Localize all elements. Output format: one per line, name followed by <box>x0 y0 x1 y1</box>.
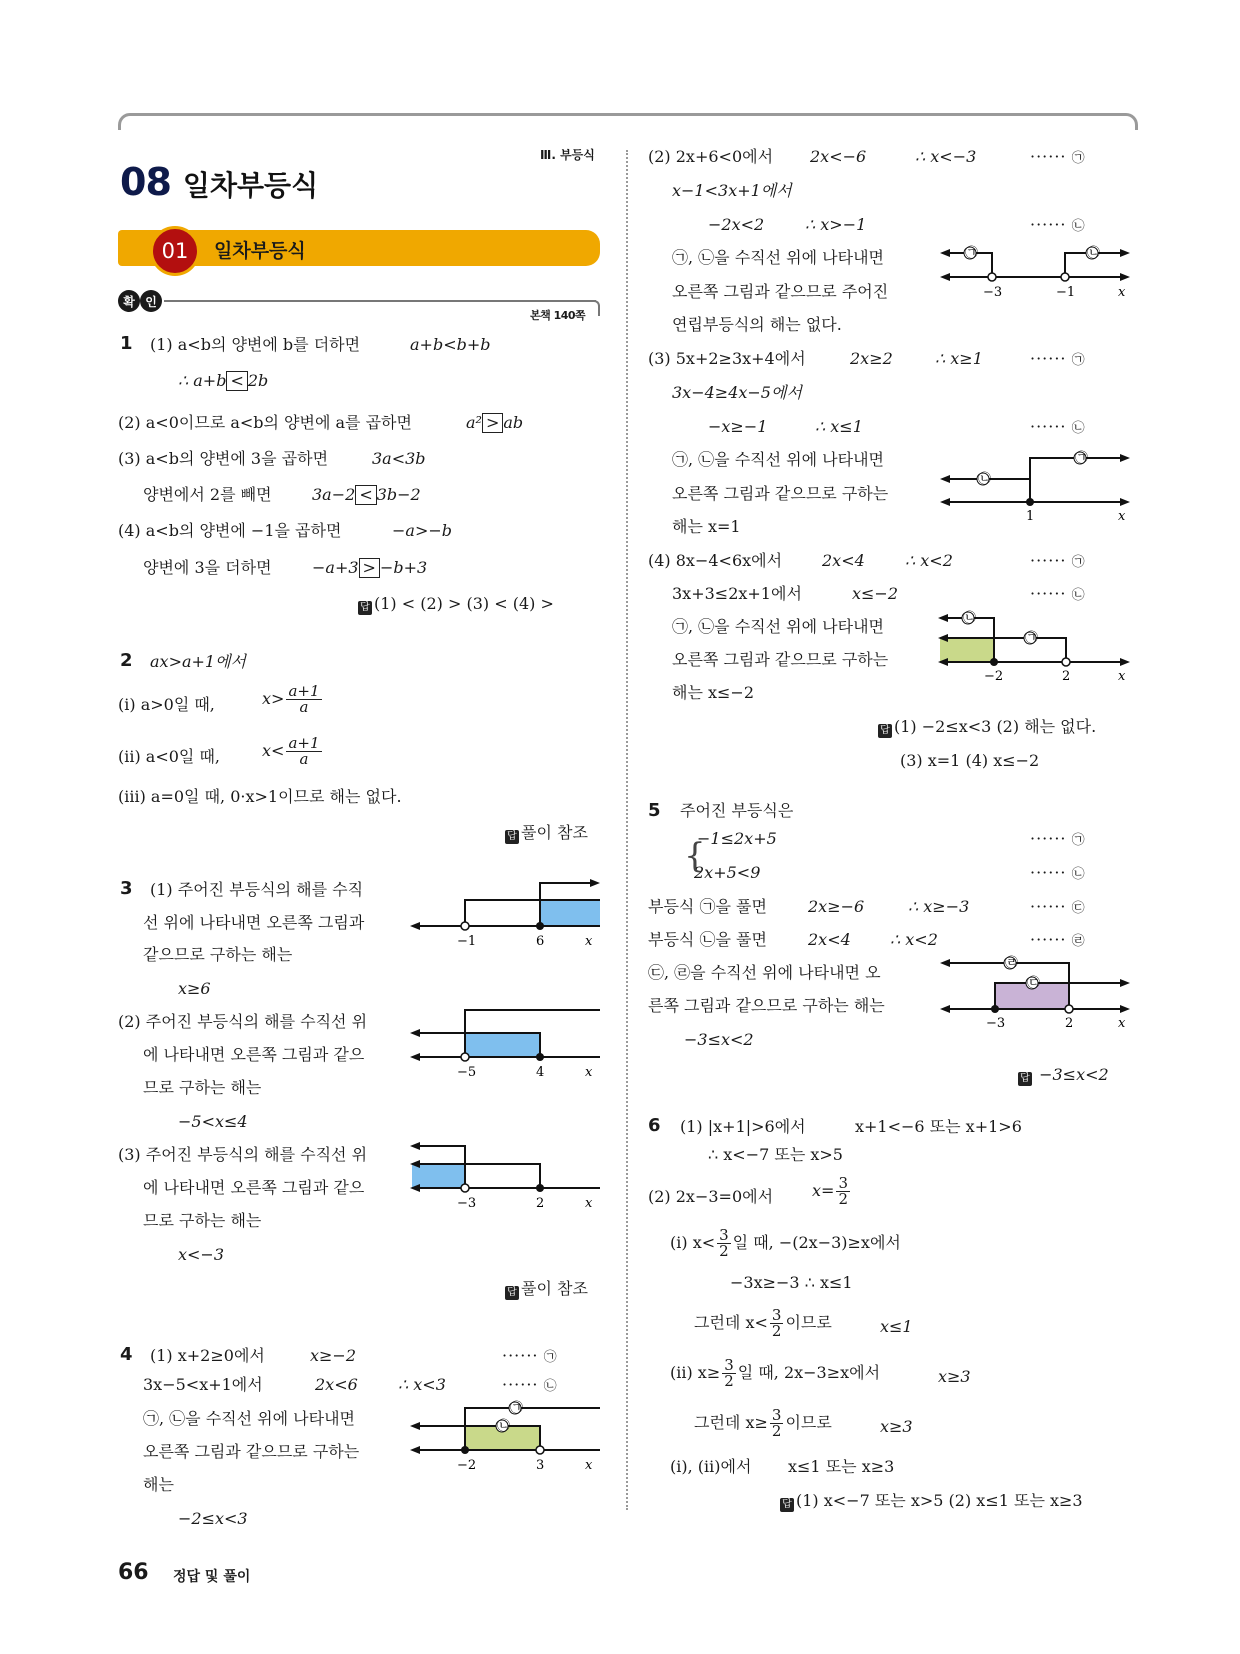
q4-4-line-1-result: ∴ x<2 <box>905 551 953 570</box>
q4-2-line-1-result: ∴ x<−3 <box>915 147 977 166</box>
confirm-header <box>118 290 600 314</box>
answer-icon: 답 <box>780 1498 794 1512</box>
q3-p3-l1: (3) 주어진 부등식의 해를 수직선 위 <box>118 1145 368 1164</box>
q6-case-2: (ⅱ) x≥ $\frac{3}{2}$ 일 때, 2x−3≥x에서 <box>670 1356 881 1390</box>
q6-case-1-line-3: 그런데 x< $\frac{3}{2}$ 이므로 <box>694 1306 832 1340</box>
number-line-q4-1 <box>410 1400 600 1472</box>
q6-case-2-result: x≥3 <box>938 1367 971 1386</box>
q4-4-marker-1: ······ ㉠ <box>1030 551 1085 570</box>
confirm-badge-1: 확 <box>118 290 140 312</box>
q4-4-text-1: ㉠, ㉡을 수직선 위에 나타내면 <box>672 617 884 636</box>
svg-text:−5: −5 <box>457 1065 477 1080</box>
q3-p3-result: x<−3 <box>178 1245 225 1264</box>
q3-p2-l1: (2) 주어진 부등식의 해를 수직선 위 <box>118 1012 368 1031</box>
q4-3-text-1: ㉠, ㉡을 수직선 위에 나타내면 <box>672 450 884 469</box>
q6-line-1-result: x+1<−6 또는 x+1>6 <box>855 1117 1022 1136</box>
q1-line-1: (1) a<b의 양변에 b를 더하면 <box>150 335 361 354</box>
book-page-reference: 본책 140쪽 <box>530 309 586 322</box>
q5-line-3-math: 2x≥−6 <box>808 897 865 916</box>
svg-text:3: 3 <box>536 1458 545 1473</box>
svg-text:x: x <box>1118 509 1126 524</box>
question-number: 5 <box>648 800 661 821</box>
q1-line-5-math: 3a−2 < 3b−2 <box>312 485 421 504</box>
q6-conclusion-result: x≤1 또는 x≥3 <box>788 1457 895 1476</box>
q4-2-text-2: 오른쪽 그림과 같으므로 주어진 <box>672 282 889 301</box>
q4-1-text-1: ㉠, ㉡을 수직선 위에 나타내면 <box>143 1409 355 1428</box>
svg-text:㉢: ㉢ <box>1027 976 1041 991</box>
svg-text:−2: −2 <box>457 1458 477 1473</box>
svg-text:㉠: ㉠ <box>1075 451 1089 466</box>
number-line-q4-2 <box>940 245 1130 305</box>
q6-line-2: ∴ x<−7 또는 x>5 <box>708 1145 843 1164</box>
q4-2-text-1: ㉠, ㉡을 수직선 위에 나타내면 <box>672 248 884 267</box>
q3-p1-l1: (1) 주어진 부등식의 해를 수직 <box>150 880 364 899</box>
answer-icon: 답 <box>505 830 519 844</box>
q4-1-line-1-math: x≥−2 <box>310 1346 357 1365</box>
q5-marker-1: ······ ㉠ <box>1030 829 1085 848</box>
svg-text:x: x <box>1118 1016 1126 1031</box>
q5-text-2: 른쪽 그림과 같으므로 구하는 해는 <box>648 996 885 1015</box>
svg-text:2: 2 <box>1062 669 1071 684</box>
q6-line-3-math: x= $\frac{3}{2}$ <box>812 1174 848 1208</box>
q2-case-1-math: x> $\frac{a+1}{a}$ <box>262 682 320 716</box>
answer-icon: 답 <box>878 724 892 738</box>
q4-2-line-3-math: −2x<2 <box>708 215 765 234</box>
q4-4-marker-2: ······ ㉡ <box>1030 584 1085 603</box>
number-line-q3-2 <box>410 1005 600 1080</box>
q5-system-2: 2x+5<9 <box>694 863 761 882</box>
q4-3-line-1-result: ∴ x≥1 <box>935 349 983 368</box>
svg-text:−3: −3 <box>986 1016 1006 1031</box>
q1-line-2: ∴ a+b < 2b <box>178 371 269 390</box>
q4-answer-2: (3) x=1 (4) x≤−2 <box>900 751 1040 770</box>
answer-icon: 답 <box>505 1286 519 1300</box>
q4-1-line-2: 3x−5<x+1에서 <box>143 1375 263 1394</box>
q4-1-line-2-result: ∴ x<3 <box>398 1375 446 1394</box>
q4-4-line-1: (4) 8x−4<6x에서 <box>648 551 783 570</box>
q4-3-line-1: (3) 5x+2≥3x+4에서 <box>648 349 806 368</box>
q3-p3-l2: 에 나타내면 오른쪽 그림과 같으 <box>143 1178 365 1197</box>
svg-text:x: x <box>1118 285 1126 300</box>
chapter-number: 08 <box>120 160 171 204</box>
q5-marker-4: ······ ㉣ <box>1030 930 1085 949</box>
svg-text:㉣: ㉣ <box>1005 956 1019 971</box>
q5-text-1: ㉢, ㉣을 수직선 위에 나타내면 오 <box>648 963 881 982</box>
section-title: 일차부등식 <box>214 240 306 262</box>
q2-case-3: (ⅲ) a=0일 때, 0·x>1이므로 해는 없다. <box>118 787 402 806</box>
q3-p1-result: x≥6 <box>178 979 211 998</box>
page-number: 66 <box>118 1560 149 1585</box>
q1-line-3-math: a² > ab <box>466 413 524 432</box>
svg-text:−2: −2 <box>984 669 1004 684</box>
svg-text:1: 1 <box>1026 509 1035 524</box>
q5-line-4-result: ∴ x<2 <box>890 930 938 949</box>
q3-p1-l3: 같으므로 구하는 해는 <box>143 945 293 964</box>
svg-text:2: 2 <box>1065 1016 1074 1031</box>
brace: { <box>684 836 706 876</box>
answer-box: > <box>359 558 380 578</box>
q4-3-text-2: 오른쪽 그림과 같으므로 구하는 <box>672 484 889 503</box>
q1-line-4: (3) a<b의 양변에 3을 곱하면 <box>118 449 329 468</box>
q4-2-marker-2: ······ ㉡ <box>1030 215 1085 234</box>
q4-answer-1: 답 (1) −2≤x<3 (2) 해는 없다. <box>878 716 1096 738</box>
q5-marker-2: ······ ㉡ <box>1030 863 1085 882</box>
svg-text:㉠: ㉠ <box>965 246 979 261</box>
q3-answer: 답 풀이 참조 <box>505 1278 588 1300</box>
q4-4-line-2: 3x+3≤2x+1에서 <box>672 584 802 603</box>
q6-case-1: (ⅰ) x< $\frac{3}{2}$ 일 때, −(2x−3)≥x에서 <box>670 1226 901 1260</box>
divider-corner <box>592 300 600 316</box>
q5-system-1: −1≤2x+5 <box>697 829 777 848</box>
q4-2-text-3: 연립부등식의 해는 없다. <box>672 315 842 334</box>
q4-1-line-2-math: 2x<6 <box>315 1375 358 1394</box>
svg-text:x: x <box>585 1458 593 1473</box>
q6-answer: 답 (1) x<−7 또는 x>5 (2) x≤1 또는 x≥3 <box>780 1490 1083 1512</box>
q6-case-1-line-2: −3x≥−3 ∴ x≤1 <box>730 1273 853 1292</box>
answer-box: < <box>226 371 247 391</box>
q3-p2-l2: 에 나타내면 오른쪽 그림과 같으 <box>143 1045 365 1064</box>
chapter-title <box>120 160 318 204</box>
q2-case-1: (ⅰ) a>0일 때, <box>118 695 215 714</box>
q6-case-2-line-3: 그런데 x≥ $\frac{3}{2}$ 이므로 <box>694 1406 832 1440</box>
q1-line-6: (4) a<b의 양변에 −1을 곱하면 <box>118 521 342 540</box>
q4-1-line-1: (1) x+2≥0에서 <box>150 1346 265 1365</box>
page-frame <box>118 113 1138 130</box>
q6-line-1: (1) |x+1|>6에서 <box>680 1117 806 1136</box>
svg-text:−1: −1 <box>1056 285 1076 300</box>
q1-line-5: 양변에서 2를 빼면 <box>143 485 272 504</box>
q4-4-text-2: 오른쪽 그림과 같으므로 구하는 <box>672 650 889 669</box>
q4-3-line-1-math: 2x≥2 <box>850 349 893 368</box>
divider <box>164 300 596 302</box>
svg-text:㉡: ㉡ <box>963 611 977 626</box>
number-line-q3-1 <box>410 870 600 949</box>
q6-line-3: (2) 2x−3=0에서 <box>648 1187 774 1206</box>
q3-p2-result: −5<x≤4 <box>178 1112 248 1131</box>
q4-3-line-3-math: −x≥−1 <box>708 417 768 436</box>
q1-line-7: 양변에 3을 더하면 <box>143 558 272 577</box>
q4-3-marker-2: ······ ㉡ <box>1030 417 1085 436</box>
q4-1-text-3: 해는 <box>143 1475 174 1494</box>
part-reference: Ⅲ. 부등식 <box>540 148 595 162</box>
q4-4-line-2-math: x≤−2 <box>852 584 899 603</box>
q6-case-1-result: x≤1 <box>880 1317 913 1336</box>
q5-line-4: 부등식 ㉡을 풀면 <box>648 930 767 949</box>
q4-1-result: −2≤x<3 <box>178 1509 248 1528</box>
q3-p2-l3: 므로 구하는 해는 <box>143 1078 262 1097</box>
question-number: 6 <box>648 1115 661 1136</box>
q1-line-4-math: 3a<3b <box>372 449 426 468</box>
svg-text:x: x <box>1118 669 1126 684</box>
svg-text:−3: −3 <box>457 1196 477 1211</box>
svg-text:㉠: ㉠ <box>510 1401 524 1416</box>
answer-icon: 답 <box>1018 1072 1032 1086</box>
q1-line-3: (2) a<0이므로 a<b의 양변에 a를 곱하면 <box>118 413 412 432</box>
answer-box: > <box>482 413 503 433</box>
q5-answer: 답 −3≤x<2 <box>1018 1064 1109 1086</box>
svg-text:㉡: ㉡ <box>1087 246 1101 261</box>
q1-answer: 답 (1) < (2) > (3) < (4) > <box>358 593 554 615</box>
q4-4-text-3: 해는 x≤−2 <box>672 683 755 702</box>
q5-line-3-result: ∴ x≥−3 <box>908 897 970 916</box>
svg-text:㉡: ㉡ <box>497 1419 511 1434</box>
q2-case-2: (ⅱ) a<0일 때, <box>118 747 221 766</box>
q4-1-text-2: 오른쪽 그림과 같으므로 구하는 <box>143 1442 360 1461</box>
q4-2-marker-1: ······ ㉠ <box>1030 147 1085 166</box>
number-line-q4-3 <box>940 450 1130 524</box>
q5-marker-3: ······ ㉢ <box>1030 897 1085 916</box>
q1-line-1-math: a+b<b+b <box>410 335 491 354</box>
q4-1-marker-2: ······ ㉡ <box>502 1375 557 1394</box>
column-divider <box>626 150 628 1510</box>
chapter-name: 일차부등식 <box>182 169 319 202</box>
q4-3-line-3-result: ∴ x≤1 <box>815 417 863 436</box>
question-number: 3 <box>120 878 133 899</box>
answer-box: < <box>355 485 376 505</box>
svg-text:6: 6 <box>536 934 545 949</box>
q2-intro: ax>a+1에서 <box>150 652 247 671</box>
q2-case-2-math: x< $\frac{a+1}{a}$ <box>262 734 320 768</box>
number-line-q5 <box>940 955 1130 1031</box>
q4-3-marker-1: ······ ㉠ <box>1030 349 1085 368</box>
svg-text:x: x <box>585 934 593 949</box>
q4-3-line-2: 3x−4≥4x−5에서 <box>672 383 802 402</box>
q4-2-line-1: (2) 2x+6<0에서 <box>648 147 774 166</box>
q1-line-7-math: −a+3 > −b+3 <box>312 558 428 577</box>
q4-3-text-3: 해는 x=1 <box>672 517 741 536</box>
q4-2-line-3-result: ∴ x>−1 <box>805 215 867 234</box>
q4-1-marker-1: ······ ㉠ <box>502 1346 557 1365</box>
question-number: 2 <box>120 650 133 671</box>
q5-intro: 주어진 부등식은 <box>680 801 794 820</box>
q3-p3-l3: 므로 구하는 해는 <box>143 1211 262 1230</box>
q4-4-line-1-math: 2x<4 <box>822 551 865 570</box>
svg-text:2: 2 <box>536 1196 545 1211</box>
q3-p1-l2: 선 위에 나타내면 오른쪽 그림과 <box>143 913 365 932</box>
question-number: 4 <box>120 1344 133 1365</box>
q1-line-6-math: −a>−b <box>392 521 452 540</box>
answer-icon: 답 <box>358 601 372 615</box>
question-number: 1 <box>120 333 133 354</box>
q4-2-line-1-math: 2x<−6 <box>810 147 867 166</box>
svg-text:㉡: ㉡ <box>978 472 992 487</box>
svg-text:x: x <box>585 1065 593 1080</box>
section-number-badge: 01 <box>150 226 200 276</box>
confirm-badge-2: 인 <box>140 290 162 312</box>
number-line-q3-3 <box>410 1140 600 1210</box>
svg-text:−1: −1 <box>457 934 477 949</box>
q2-answer: 답 풀이 참조 <box>505 822 588 844</box>
q6-case-2-l3-result: x≥3 <box>880 1417 913 1436</box>
svg-text:㉠: ㉠ <box>1025 631 1039 646</box>
footer-label: 정답 및 풀이 <box>173 1569 251 1585</box>
number-line-q4-4 <box>938 612 1130 682</box>
svg-text:−3: −3 <box>983 285 1003 300</box>
svg-text:4: 4 <box>536 1065 545 1080</box>
q5-line-3: 부등식 ㉠을 풀면 <box>648 897 767 916</box>
q5-result: −3≤x<2 <box>684 1030 754 1049</box>
q5-line-4-math: 2x<4 <box>808 930 851 949</box>
q4-2-line-2: x−1<3x+1에서 <box>672 181 792 200</box>
svg-text:x: x <box>585 1196 593 1211</box>
q6-conclusion: (ⅰ), (ⅱ)에서 <box>670 1457 752 1476</box>
